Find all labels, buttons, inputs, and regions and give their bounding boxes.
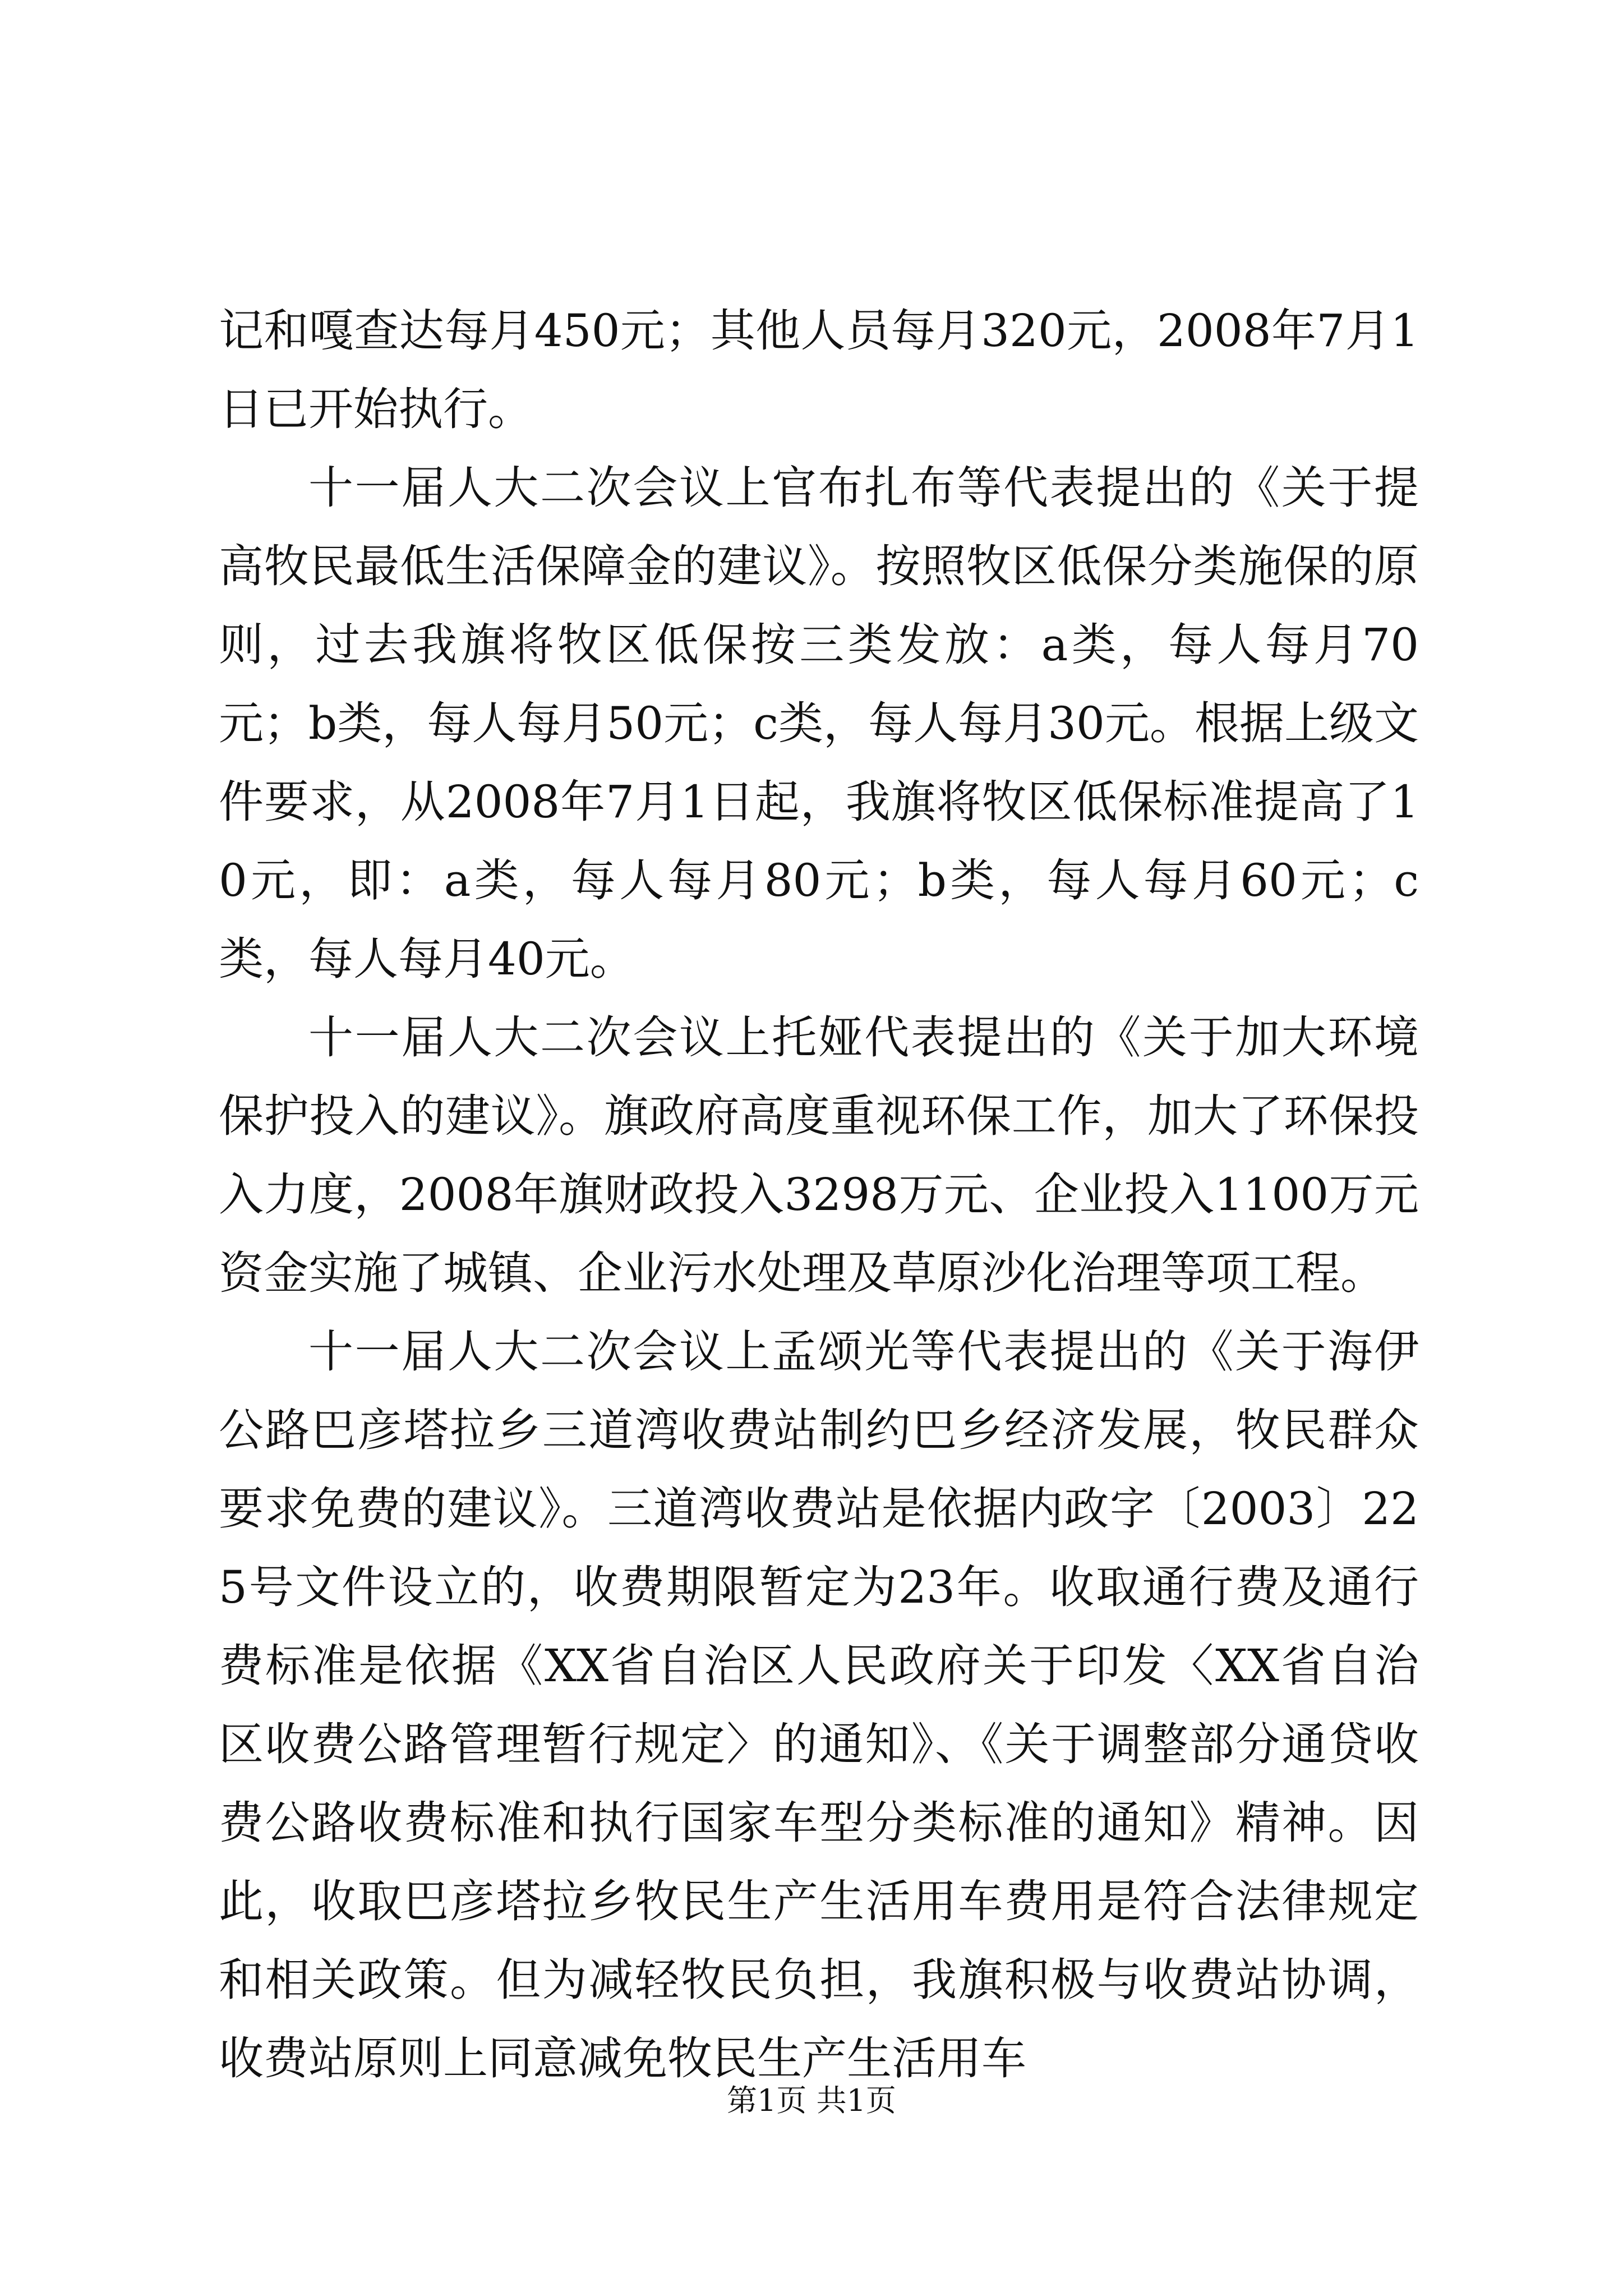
page-footer: 第1页 共1页 [727,2083,896,2118]
document-body [219,292,1419,2098]
paragraph-4: 十一届人大二次会议上孟颂光等代表提出的《关于海伊公路巴彦塔拉乡三道湾收费站制约巴乡经济发展，牧民群众要求免费的建议》。三道湾收费站是依据内政字〔2003〕225号文件设立的，收费期限暂定为23年。收取通行费及通行费标准是依据《XX省自治区人民政府关于印发〈XX省自治区收费公路管理暂行规定〉的通知》、《关于调整部分通贷收费公路收费标准和执行国家车型分类标准的通知》精神。因此，收取巴彦塔拉乡牧民生产生活用车费用是符合法律规定和相关政策。但为减轻牧民负担，我旗积极与收费站协调，收费站原则上同意减免牧民生产生活用车 [219,1326,1419,2085]
paragraph-1: 记和嘎查达每月450元；其他人员每月320元，2008年7月1日已开始执行。 [219,305,1419,435]
paragraph-3: 十一届人大二次会议上托娅代表提出的《关于加大环境保护投入的建议》。旗政府高度重视环保工作，加大了环保投入力度，2008年旗财政投入3298万元、企业投入1100万元资金实施了城镇、企业污水处理及草原沙化治理等项工程。 [219,1011,1419,1299]
paragraph-2: 十一届人大二次会议上官布扎布等代表提出的《关于提高牧民最低生活保障金的建议》。按照牧区低保分类施保的原则，过去我旗将牧区低保按三类发放：a类，每人每月70元；b类，每人每月50元；c类，每人每月30元。根据上级文件要求，从2008年7月1日起，我旗将牧区低保标准提高了10元，即：a类，每人每月80元；b类，每人每月60元；c类，每人每月40元。 [219,462,1419,985]
